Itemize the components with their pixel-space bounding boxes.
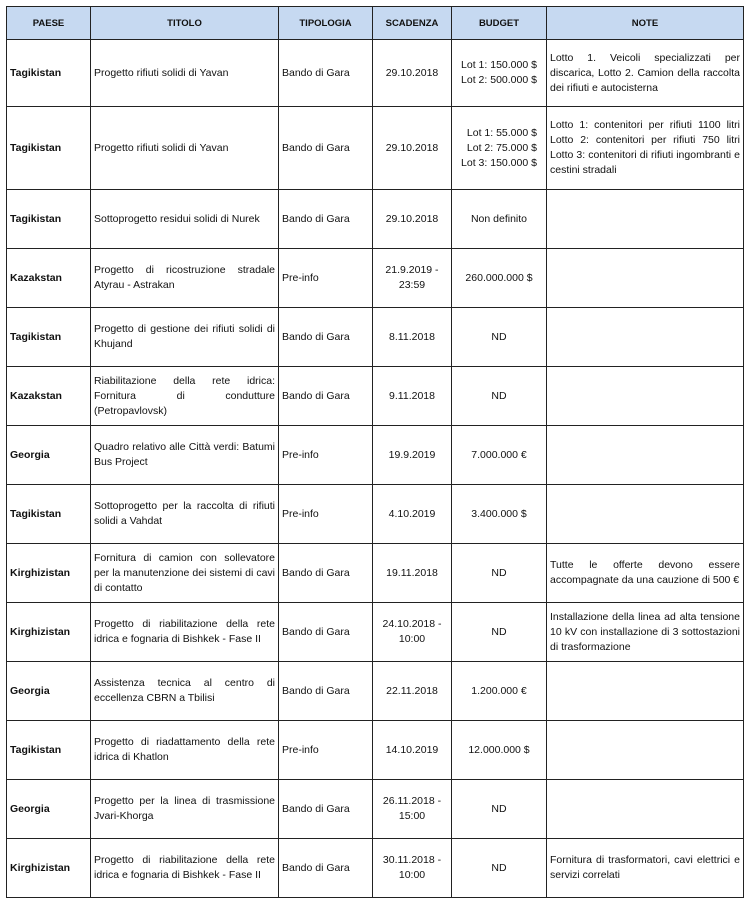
table-row (7, 40, 744, 107)
cell-paese: Kirghizistan (7, 544, 91, 603)
budget-line: 7.000.000 € (471, 448, 527, 461)
cell-note: Fornitura di trasformatori, cavi elettrici e servizi correlati (547, 839, 744, 898)
cell-paese: Kazakstan (7, 367, 91, 426)
budget-line: 3.400.000 $ (471, 507, 527, 520)
budget-line: Non definito (470, 212, 528, 225)
cell-budget (452, 662, 547, 721)
budget-lines (491, 625, 506, 640)
cell-tipologia: Bando di Gara (279, 40, 373, 107)
budget-line: ND (491, 566, 507, 579)
budget-line: ND (491, 861, 507, 874)
table-row (7, 426, 744, 485)
budget-lines (468, 743, 529, 758)
cell-note (547, 721, 744, 780)
cell-budget (452, 603, 547, 662)
cell-budget (452, 40, 547, 107)
cell-scadenza: 30.11.2018 - 10:00 (373, 839, 452, 898)
table-row (7, 485, 744, 544)
budget-line: ND (491, 330, 507, 343)
budget-lines (471, 448, 526, 463)
cell-note (547, 485, 744, 544)
header-row (7, 7, 744, 40)
cell-scadenza: 24.10.2018 - 10:00 (373, 603, 452, 662)
budget-lines (491, 802, 506, 817)
cell-paese: Kazakstan (7, 249, 91, 308)
cell-tipologia: Pre-info (279, 249, 373, 308)
cell-titolo: Progetto di riabilitazione della rete idrica e fognaria di Bishkek - Fase II (91, 839, 279, 898)
cell-budget (452, 780, 547, 839)
cell-note: Tutte le offerte devono essere accompagnate da una cauzione di 500 € (547, 544, 744, 603)
budget-lines (491, 330, 506, 345)
cell-paese: Georgia (7, 426, 91, 485)
cell-tipologia: Bando di Gara (279, 367, 373, 426)
table-row (7, 780, 744, 839)
cell-scadenza: 9.11.2018 (373, 367, 452, 426)
cell-scadenza: 22.11.2018 (373, 662, 452, 721)
budget-line: Lot 3: 150.000 $ (461, 156, 537, 169)
cell-note (547, 662, 744, 721)
budget-lines (491, 861, 506, 876)
cell-titolo: Sottoprogetto per la raccolta di rifiuti solidi a Vahdat (91, 485, 279, 544)
table-row (7, 249, 744, 308)
table-row (7, 839, 744, 898)
header-paese: PAESE (7, 7, 91, 40)
budget-line: ND (491, 802, 507, 815)
cell-paese: Tagikistan (7, 485, 91, 544)
budget-lines (491, 566, 506, 581)
cell-budget (452, 544, 547, 603)
cell-titolo: Assistenza tecnica al centro di eccellenza CBRN a Tbilisi (91, 662, 279, 721)
cell-tipologia: Pre-info (279, 721, 373, 780)
cell-titolo: Fornitura di camion con sollevatore per la manutenzione dei sistemi di cavi di contatto (91, 544, 279, 603)
budget-line: 12.000.000 $ (468, 743, 530, 756)
budget-line: Lot 2: 75.000 $ (466, 141, 537, 154)
budget-line: Lot 2: 500.000 $ (461, 74, 537, 86)
cell-scadenza: 21.9.2019 - 23:59 (373, 249, 452, 308)
budget-lines (471, 212, 527, 227)
cell-budget (452, 839, 547, 898)
cell-titolo: Progetto rifiuti solidi di Yavan (91, 40, 279, 107)
cell-budget (452, 308, 547, 367)
cell-budget (452, 426, 547, 485)
table-row (7, 603, 744, 662)
table-row (7, 544, 744, 603)
table-body (7, 40, 744, 898)
budget-lines (465, 271, 532, 286)
cell-scadenza: 19.11.2018 (373, 544, 452, 603)
header-tipologia: TIPOLOGIA (279, 7, 373, 40)
header-budget: BUDGET (452, 7, 547, 40)
cell-budget (452, 367, 547, 426)
cell-scadenza: 4.10.2019 (373, 485, 452, 544)
table-row (7, 367, 744, 426)
cell-tipologia: Bando di Gara (279, 308, 373, 367)
cell-scadenza: 26.11.2018 - 15:00 (373, 780, 452, 839)
cell-budget (452, 249, 547, 308)
header-titolo: TITOLO (91, 7, 279, 40)
cell-budget (452, 190, 547, 249)
cell-note (547, 367, 744, 426)
cell-note (547, 780, 744, 839)
cell-tipologia: Bando di Gara (279, 544, 373, 603)
cell-paese: Kirghizistan (7, 839, 91, 898)
cell-titolo: Progetto rifiuti solidi di Yavan (91, 107, 279, 190)
budget-line: ND (491, 625, 507, 638)
budget-lines (461, 58, 537, 88)
header-scadenza: SCADENZA (373, 7, 452, 40)
cell-titolo: Sottoprogetto residui solidi di Nurek (91, 190, 279, 249)
cell-budget (452, 107, 547, 190)
cell-titolo: Progetto per la linea di trasmissione Jvari-Khorga (91, 780, 279, 839)
cell-paese: Kirghizistan (7, 603, 91, 662)
table-row (7, 308, 744, 367)
cell-tipologia: Bando di Gara (279, 780, 373, 839)
cell-scadenza: 29.10.2018 (373, 107, 452, 190)
budget-lines (491, 389, 506, 404)
cell-titolo: Progetto di riabilitazione della rete idrica e fognaria di Bishkek - Fase II (91, 603, 279, 662)
cell-tipologia: Pre-info (279, 426, 373, 485)
cell-tipologia: Bando di Gara (279, 107, 373, 190)
cell-scadenza: 29.10.2018 (373, 190, 452, 249)
budget-lines (461, 126, 537, 171)
cell-tipologia: Bando di Gara (279, 662, 373, 721)
cell-paese: Tagikistan (7, 40, 91, 107)
cell-note (547, 190, 744, 249)
cell-tipologia: Bando di Gara (279, 190, 373, 249)
tenders-table (6, 6, 744, 898)
budget-line: 1.200.000 € (471, 684, 527, 697)
cell-budget (452, 485, 547, 544)
cell-tipologia: Bando di Gara (279, 603, 373, 662)
table-row (7, 107, 744, 190)
cell-paese: Georgia (7, 662, 91, 721)
cell-paese: Georgia (7, 780, 91, 839)
budget-lines (471, 507, 526, 522)
cell-note (547, 308, 744, 367)
cell-titolo: Quadro relativo alle Città verdi: Batumi Bus Project (91, 426, 279, 485)
cell-budget (452, 721, 547, 780)
cell-note: Installazione della linea ad alta tensione 10 kV con installazione di 3 sottostazioni di trasformazione (547, 603, 744, 662)
budget-line: Lot 1: 55.000 $ (466, 126, 537, 139)
cell-note (547, 426, 744, 485)
cell-note: Lotto 1. Veicoli specializzati per discarica, Lotto 2. Camion della raccolta dei rifiuti e autocisterna (547, 40, 744, 107)
table-row (7, 662, 744, 721)
cell-scadenza: 29.10.2018 (373, 40, 452, 107)
table-row (7, 721, 744, 780)
cell-paese: Tagikistan (7, 308, 91, 367)
cell-titolo: Riabilitazione della rete idrica: Fornitura di condutture (Petropavlovsk) (91, 367, 279, 426)
cell-paese: Tagikistan (7, 721, 91, 780)
cell-titolo: Progetto di gestione dei rifiuti solidi di Khujand (91, 308, 279, 367)
cell-tipologia: Bando di Gara (279, 839, 373, 898)
cell-tipologia: Pre-info (279, 485, 373, 544)
budget-line: 260.000.000 $ (465, 271, 533, 284)
budget-line: Lot 1: 150.000 $ (461, 59, 537, 71)
header-note: NOTE (547, 7, 744, 40)
cell-paese: Tagikistan (7, 190, 91, 249)
budget-lines (471, 684, 526, 699)
cell-titolo: Progetto di ricostruzione stradale Atyrau - Astrakan (91, 249, 279, 308)
budget-line: ND (491, 389, 507, 402)
cell-paese: Tagikistan (7, 107, 91, 190)
cell-titolo: Progetto di riadattamento della rete idrica di Khatlon (91, 721, 279, 780)
cell-scadenza: 14.10.2019 (373, 721, 452, 780)
table-row (7, 190, 744, 249)
cell-note (547, 249, 744, 308)
cell-note: Lotto 1: contenitori per rifiuti 1100 litri Lotto 2: contenitori per rifiuti 750 litri Lotto 3: contenitori di rifiuti ingombranti e cestini stradali (547, 107, 744, 190)
cell-scadenza: 19.9.2019 (373, 426, 452, 485)
cell-scadenza: 8.11.2018 (373, 308, 452, 367)
